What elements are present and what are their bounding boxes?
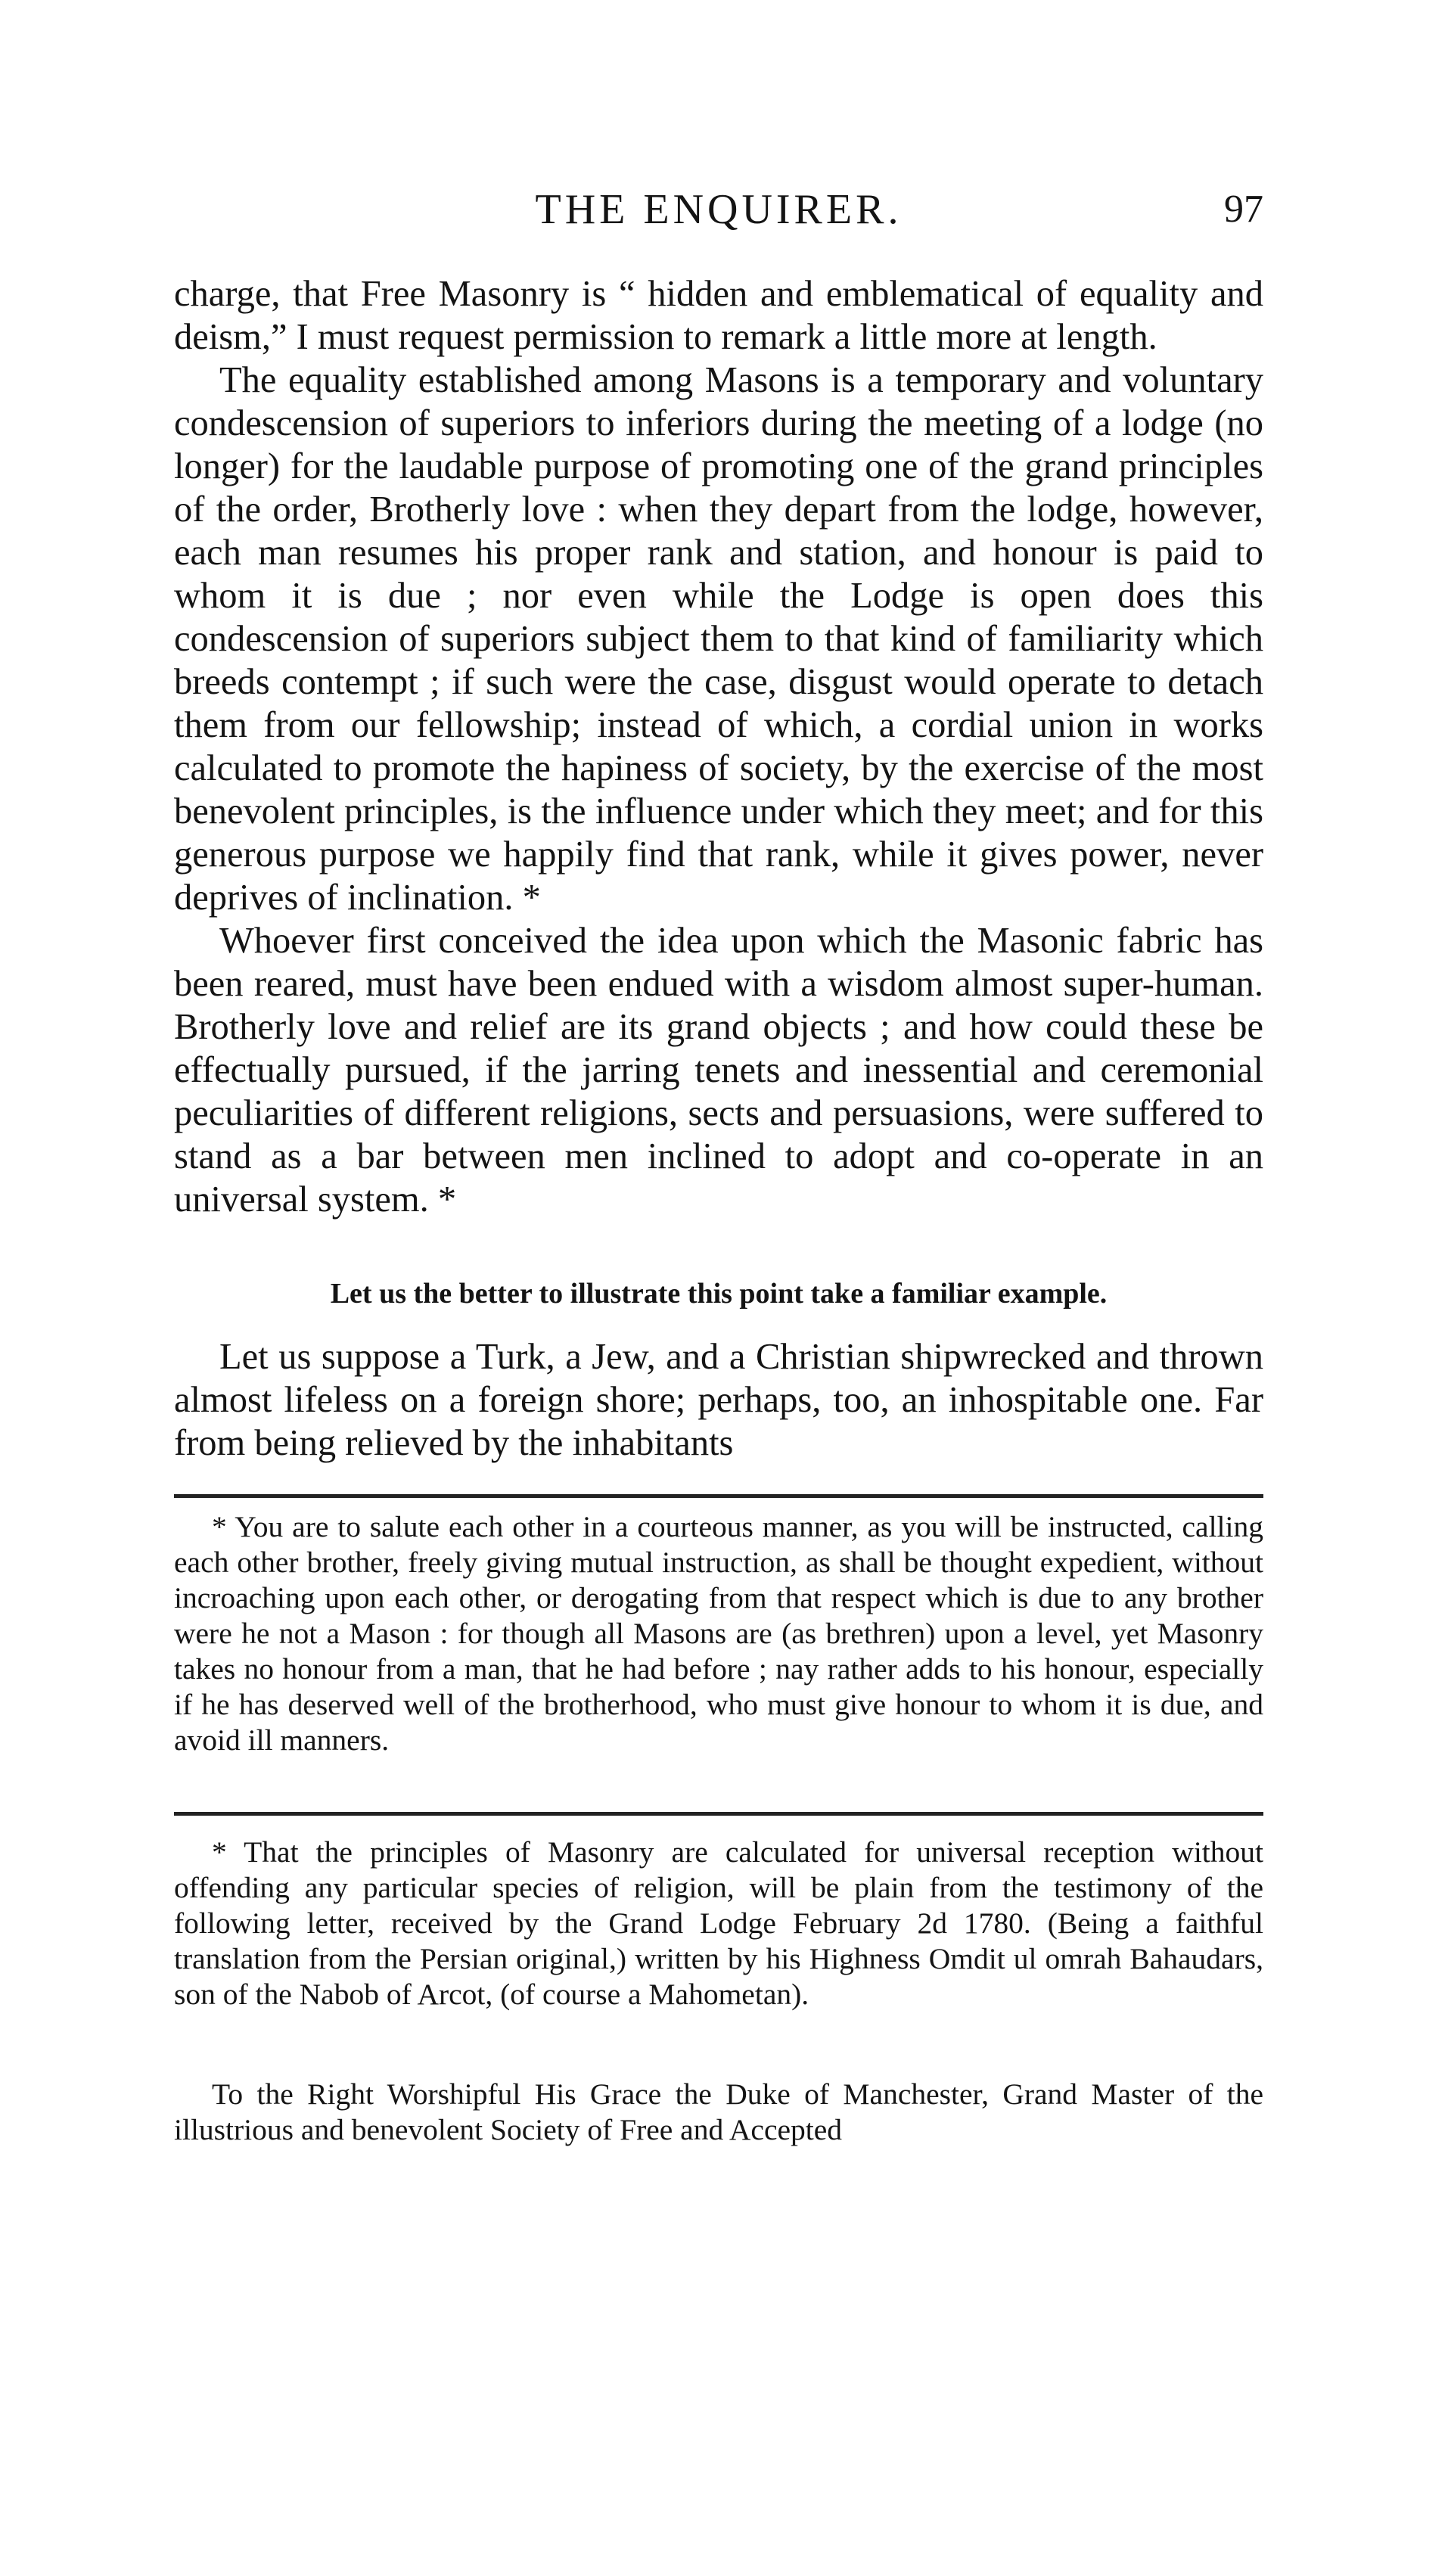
letter-address: To the Right Worshipful His Grace the Duke of Manchester, Grand Master of the illustrious and benevolent Society of Free and Accepted <box>174 2077 1263 2146</box>
example-heading: Let us the better to illustrate this point take a familiar example. <box>330 1278 1108 1310</box>
main-text-continued <box>174 1335 1263 1465</box>
running-head <box>174 176 1263 244</box>
paragraph-equality: The equality established among Masons is a temporary and voluntary condescension of superiors to inferiors during the meeting of a lodge (no longer) for the laudable purpose of promoting one of the grand principles of the order, Brotherly love : when they depart from the lodge, however, each man resumes his proper rank and station, and honour is paid to whom it is due ; nor even while the Lodge is open does this condescension of superiors subject them to that kind of familiarity which breeds contempt ; if such were the case, disgust would operate to detach them from our fellowship; instead of which, a cordial union in works calculated to promote the hapiness of society, by the exercise of the most benevolent principles, is the influence under which they meet; and for this generous purpose we happily find that rank, while it gives power, never deprives of inclination. * <box>174 360 1263 918</box>
letter-address-block <box>174 2077 1263 2148</box>
footnote-rule <box>174 1494 1263 1498</box>
running-title: THE ENQUIRER. <box>535 186 903 233</box>
paragraph-shipwreck: Let us suppose a Turk, a Jew, and a Christian shipwrecked and thrown almost lifeless on a foreign shore; perhaps, too, an inhospitable one. Far from being relieved by the inhabitants <box>174 1337 1263 1463</box>
footnote-1 <box>174 1509 1263 1758</box>
footnote-2 <box>174 1835 1263 2012</box>
paragraph-continued: charge, that Free Masonry is “ hidden and emblematical of equality and deism,” I must request permission to remark a little more at length. <box>174 274 1263 357</box>
main-text <box>174 272 1263 1221</box>
footnote-principles: * That the principles of Masonry are calculated for universal reception without offending any particular species of religion, will be plain from the testimony of the following letter, received by the Grand Lodge February 2d 1780. (Being a faithful translation from the Persian original,) written by his Highness Omdit ul omrah Bahaudars, son of the Nabob of Arcot, (of course a Mahometan). <box>174 1835 1263 2011</box>
paragraph-masonic-fabric: Whoever first conceived the idea upon which the Masonic fabric has been reared, must have been endued with a wisdom almost super-human. Brotherly love and relief are its grand objects ; and how could these be effectually pursued, if the jarring tenets and inessential and ceremonial peculiarities of different religions, sects and persuasions, were suffered to stand as a bar between men inclined to adopt and co-operate in an universal system. * <box>174 921 1263 1220</box>
footnote-rule-2 <box>174 1812 1263 1816</box>
page-number: 97 <box>1224 188 1263 231</box>
footnote-salute: * You are to salute each other in a courteous manner, as you will be instructed, calling each other brother, freely giving mutual instruction, as shall be thought expedient, without incroaching upon each other, or derogating from that respect which is due to any brother were he not a Mason : for though all Masons are (as brethren) upon a level, yet Masonry takes no honour from a man, that he had before ; nay rather adds to his honour, especially if he has deserved well of the brotherhood, who must give honour to whom it is due, and avoid ill manners. <box>174 1510 1263 1757</box>
